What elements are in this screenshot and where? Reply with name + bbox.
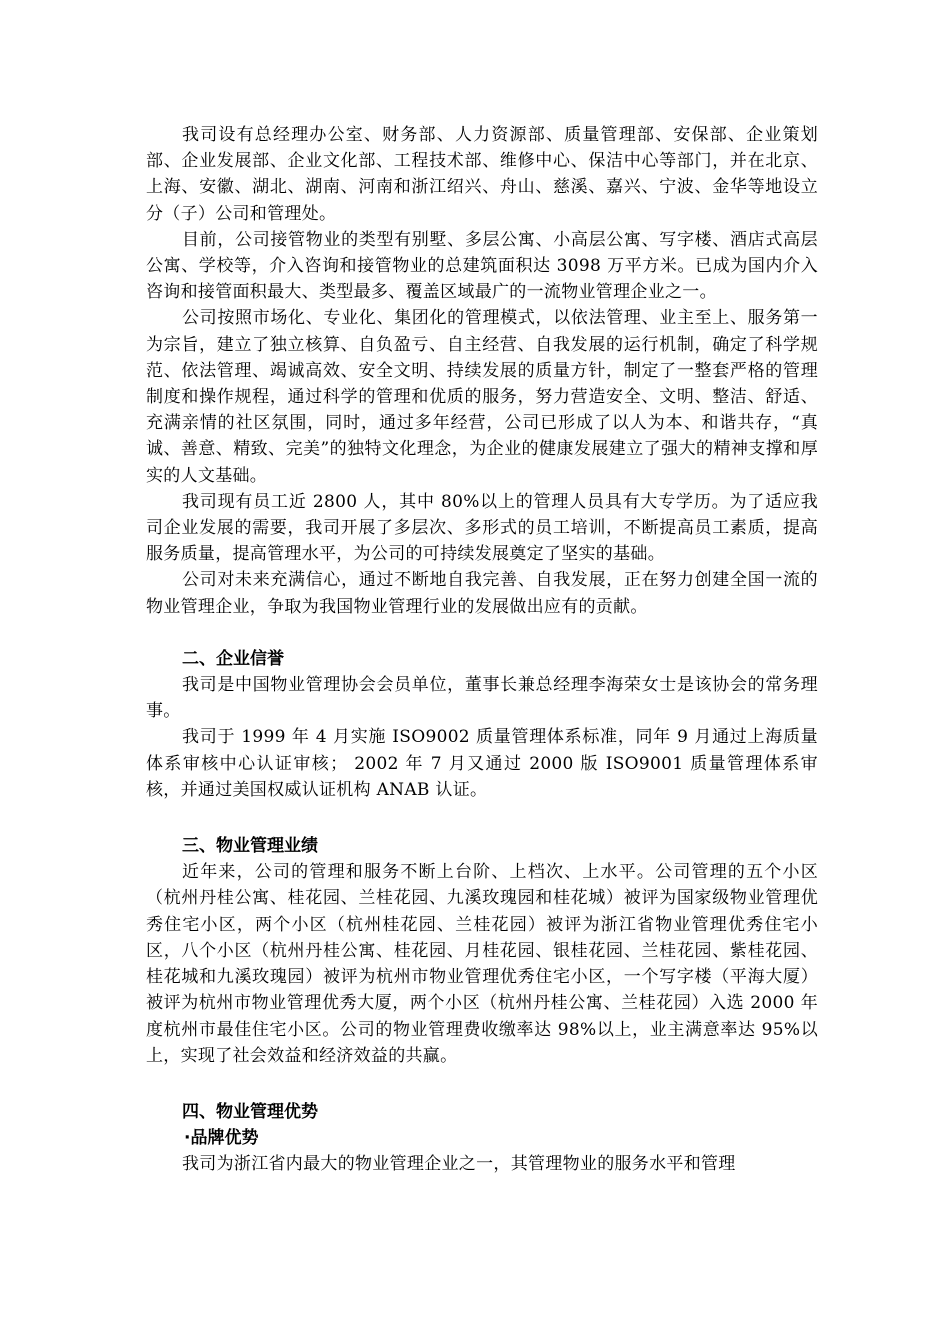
section-heading-advantages: 四、物业管理优势 (182, 1101, 318, 1122)
spacer (146, 620, 818, 646)
spacer (146, 803, 818, 833)
section-heading-performance: 三、物业管理业绩 (182, 836, 318, 857)
intro-paragraph-5: 公司对未来充满信心，通过不断地自我完善、自我发展，正在努力创建全国一流的物业管理企业，争取为我国物业管理行业的发展做出应有的贡献。 (146, 570, 818, 617)
reputation-paragraph-1: 我司是中国物业管理协会会员单位，董事长兼总经理李海荣女士是该协会的常务理事。 (146, 675, 818, 722)
document-page (146, 122, 818, 1178)
section-heading-reputation: 二、企业信誉 (182, 648, 284, 669)
reputation-paragraph-2: 我司于 1999 年 4 月实施 ISO9002 质量管理体系标准，同年 9 月通过上海质量体系审核中心认证审核； 2002 年 7 月又通过 2000 版 ISO9001 质量管理体系审核，并通过美国权威认证机构 ANAB 认证。 (146, 727, 818, 800)
intro-paragraph-3: 公司按照市场化、专业化、集团化的管理模式，以依法管理、业主至上、服务第一为宗旨，建立了独立核算、自负盈亏、自主经营、自我发展的运行机制，确定了科学规范、依法管理、竭诚高效、安全文明、持续发展的质量方针，制定了一整套严格的管理制度和操作规程，通过科学的管理和优质的服务，努力营造安全、文明、整洁、舒适、充满亲情的社区氛围，同时，通过多年经营，公司已形成了以人为本、和谐共存，“真诚、善意、精致、完美”的独特文化理念，为企业的健康发展建立了强大的精神支撑和厚实的人文基础。 (146, 308, 818, 486)
performance-paragraph: 近年来，公司的管理和服务不断上台阶、上档次、上水平。公司管理的五个小区（杭州丹桂公寓、桂花园、兰桂花园、九溪玫瑰园和桂花城）被评为国家级物业管理优秀住宅小区，两个小区（杭州桂花园、兰桂花园）被评为浙江省物业管理优秀住宅小区，八个小区（杭州丹桂公寓、桂花园、月桂花园、银桂花园、兰桂花园、紫桂花园、桂花城和九溪玫瑰园）被评为杭州市物业管理优秀住宅小区，一个写字楼（平海大厦）被评为杭州市物业管理优秀大厦，两个小区（杭州丹桂公寓、兰桂花园）入选 2000 年度杭州市最佳住宅小区。公司的物业管理费收缴率达 98%以上，业主满意率达 95%以上，实现了社会效益和经济效益的共赢。 (146, 862, 818, 1066)
subheading-brand-advantage: ·品牌优势 (184, 1128, 259, 1149)
brand-advantage-paragraph: 我司为浙江省内最大的物业管理企业之一，其管理物业的服务水平和管理 (182, 1154, 736, 1175)
intro-paragraph-4: 我司现有员工近 2800 人，其中 80%以上的管理人员具有大专学历。为了适应我司企业发展的需要，我司开展了多层次、多形式的员工培训，不断提高员工素质，提高服务质量，提高管理水平，为公司的可持续发展奠定了坚实的基础。 (146, 491, 818, 565)
intro-paragraph-2: 目前，公司接管物业的类型有别墅、多层公寓、小高层公寓、写字楼、酒店式高层公寓、学校等，介入咨询和接管物业的总建筑面积达 3098 万平方米。已成为国内介入咨询和接管面积最大、类型最多、覆盖区域最广的一流物业管理企业之一。 (146, 229, 818, 303)
intro-paragraph-1: 我司设有总经理办公室、财务部、人力资源部、质量管理部、安保部、企业策划部、企业发展部、企业文化部、工程技术部、维修中心、保洁中心等部门，并在北京、上海、安徽、湖北、湖南、河南和浙江绍兴、舟山、慈溪、嘉兴、宁波、金华等地设立分（子）公司和管理处。 (146, 125, 818, 224)
spacer (146, 1069, 818, 1099)
